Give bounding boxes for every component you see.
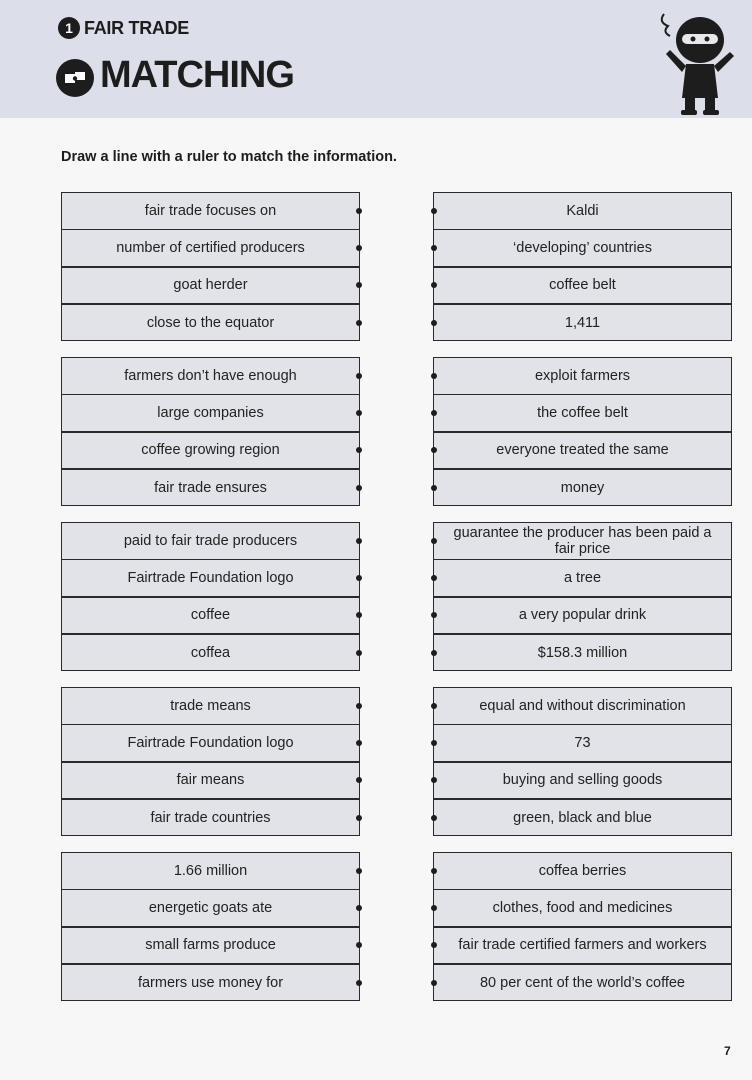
- match-item-label: coffee growing region: [141, 442, 280, 459]
- match-item-label: green, black and blue: [513, 809, 652, 826]
- right-match-item[interactable]: [433, 229, 732, 267]
- right-match-item[interactable]: [433, 634, 732, 672]
- connector-dot[interactable]: [356, 703, 362, 709]
- connector-dot[interactable]: [431, 373, 437, 379]
- left-match-item[interactable]: [61, 267, 360, 305]
- left-match-item[interactable]: [61, 192, 360, 230]
- connector-dot[interactable]: [431, 905, 437, 911]
- left-column-group-2: [61, 357, 360, 506]
- connector-dot[interactable]: [356, 815, 362, 821]
- left-match-item[interactable]: [61, 597, 360, 635]
- match-item-label: 1,411: [564, 314, 601, 331]
- connector-dot[interactable]: [356, 905, 362, 911]
- match-item-label: 80 per cent of the world’s coffee: [479, 974, 685, 991]
- right-column-group-2: [433, 357, 732, 506]
- right-match-item[interactable]: [433, 469, 732, 507]
- connector-dot[interactable]: [356, 245, 362, 251]
- right-match-item[interactable]: [433, 267, 732, 305]
- match-item-label: 73: [574, 735, 591, 752]
- connector-dot[interactable]: [356, 650, 362, 656]
- match-item-label: money: [560, 479, 605, 496]
- match-item-label: fair trade focuses on: [144, 202, 277, 219]
- connector-dot[interactable]: [356, 410, 362, 416]
- connector-dot[interactable]: [356, 538, 362, 544]
- connector-dot[interactable]: [356, 612, 362, 618]
- right-match-item[interactable]: [433, 889, 732, 927]
- left-match-item[interactable]: [61, 799, 360, 837]
- right-match-item[interactable]: [433, 724, 732, 762]
- page-number: 7: [724, 1044, 731, 1058]
- right-match-item[interactable]: [433, 964, 732, 1002]
- connector-dot[interactable]: [356, 282, 362, 288]
- match-item-label: clothes, food and medicines: [492, 900, 673, 917]
- match-item-label: paid to fair trade producers: [123, 532, 298, 549]
- left-match-item[interactable]: [61, 852, 360, 890]
- right-column-group-3: [433, 522, 732, 671]
- right-match-item[interactable]: [433, 432, 732, 470]
- connector-dot[interactable]: [356, 485, 362, 491]
- connector-dot[interactable]: [356, 868, 362, 874]
- match-item-label: guarantee the producer has been paid a fair price: [453, 524, 712, 557]
- right-match-item[interactable]: [433, 304, 732, 342]
- right-match-item[interactable]: [433, 799, 732, 837]
- connector-dot[interactable]: [356, 208, 362, 214]
- left-match-item[interactable]: [61, 432, 360, 470]
- right-match-item[interactable]: [433, 394, 732, 432]
- right-column-group-1: [433, 192, 732, 341]
- match-item-label: coffee belt: [549, 277, 616, 294]
- right-match-item[interactable]: [433, 597, 732, 635]
- connector-dot[interactable]: [431, 410, 437, 416]
- match-item-label: farmers don’t have enough: [124, 367, 297, 384]
- match-item-label: coffea: [190, 644, 231, 661]
- left-match-item[interactable]: [61, 634, 360, 672]
- right-match-item[interactable]: [433, 852, 732, 890]
- connector-dot[interactable]: [431, 447, 437, 453]
- puzzle-icon: [56, 59, 94, 97]
- match-item-label: equal and without discrimination: [479, 697, 686, 714]
- left-match-item[interactable]: [61, 522, 360, 560]
- left-match-item[interactable]: [61, 927, 360, 965]
- match-item-label: buying and selling goods: [502, 772, 663, 789]
- connector-dot[interactable]: [431, 868, 437, 874]
- right-match-item[interactable]: [433, 927, 732, 965]
- connector-dot[interactable]: [356, 740, 362, 746]
- match-item-label: farmers use money for: [137, 974, 284, 991]
- match-item-label: Kaldi: [566, 202, 599, 219]
- right-match-item[interactable]: [433, 192, 732, 230]
- left-column-group-1: [61, 192, 360, 341]
- connector-dot[interactable]: [431, 980, 437, 986]
- left-match-item[interactable]: [61, 559, 360, 597]
- connector-dot[interactable]: [356, 942, 362, 948]
- right-match-item[interactable]: [433, 762, 732, 800]
- match-item-label: large companies: [157, 405, 264, 422]
- left-match-item[interactable]: [61, 687, 360, 725]
- right-match-item[interactable]: [433, 357, 732, 395]
- match-item-label: a very popular drink: [518, 607, 647, 624]
- left-match-item[interactable]: [61, 304, 360, 342]
- match-item-label: number of certified producers: [116, 240, 305, 257]
- ninja-mascot-icon: [650, 8, 740, 123]
- left-column-group-5: [61, 852, 360, 1001]
- match-item-label: Fairtrade Foundation logo: [127, 735, 294, 752]
- left-match-item[interactable]: [61, 394, 360, 432]
- activity-title: MATCHING: [100, 54, 294, 96]
- left-column-group-3: [61, 522, 360, 671]
- connector-dot[interactable]: [431, 538, 437, 544]
- connector-dot[interactable]: [431, 245, 437, 251]
- match-item-label: close to the equator: [146, 314, 275, 331]
- match-item-label: ‘developing’ countries: [513, 240, 652, 257]
- left-match-item[interactable]: [61, 889, 360, 927]
- match-item-label: fair means: [176, 772, 245, 789]
- match-item-label: trade means: [170, 697, 251, 714]
- right-match-item[interactable]: [433, 559, 732, 597]
- connector-dot[interactable]: [431, 320, 437, 326]
- left-match-item[interactable]: [61, 469, 360, 507]
- left-match-item[interactable]: [61, 229, 360, 267]
- match-item-label: $158.3 million: [537, 644, 628, 661]
- left-match-item[interactable]: [61, 964, 360, 1002]
- match-item-label: everyone treated the same: [496, 442, 669, 459]
- connector-dot[interactable]: [356, 447, 362, 453]
- connector-dot[interactable]: [431, 815, 437, 821]
- match-item-label: the coffee belt: [537, 405, 628, 422]
- connector-dot[interactable]: [431, 703, 437, 709]
- connector-dot[interactable]: [356, 373, 362, 379]
- left-match-item[interactable]: [61, 357, 360, 395]
- right-column-group-5: [433, 852, 732, 1001]
- match-item-label: fair trade countries: [150, 809, 271, 826]
- connector-dot[interactable]: [431, 942, 437, 948]
- section-title: FAIR TRADE: [84, 18, 190, 38]
- section-number-badge: 1: [58, 17, 80, 39]
- left-match-item[interactable]: [61, 724, 360, 762]
- right-match-item[interactable]: [433, 522, 732, 560]
- match-item-label: coffea berries: [538, 862, 627, 879]
- instruction-text: Draw a line with a ruler to match the information.: [61, 149, 397, 165]
- connector-dot[interactable]: [431, 650, 437, 656]
- match-item-label: small farms produce: [145, 937, 276, 954]
- match-item-label: a tree: [563, 570, 602, 587]
- connector-dot[interactable]: [431, 282, 437, 288]
- connector-dot[interactable]: [356, 320, 362, 326]
- connector-dot[interactable]: [431, 612, 437, 618]
- page-header: [0, 0, 752, 118]
- connector-dot[interactable]: [431, 575, 437, 581]
- connector-dot[interactable]: [356, 575, 362, 581]
- match-item-label: coffee: [190, 607, 231, 624]
- connector-dot[interactable]: [431, 777, 437, 783]
- match-item-label: Fairtrade Foundation logo: [127, 570, 294, 587]
- right-match-item[interactable]: [433, 687, 732, 725]
- left-match-item[interactable]: [61, 762, 360, 800]
- connector-dot[interactable]: [356, 980, 362, 986]
- right-column-group-4: [433, 687, 732, 836]
- match-item-label: exploit farmers: [534, 367, 631, 384]
- connector-dot[interactable]: [431, 208, 437, 214]
- match-item-label: energetic goats ate: [148, 900, 273, 917]
- connector-dot[interactable]: [431, 740, 437, 746]
- connector-dot[interactable]: [431, 485, 437, 491]
- match-item-label: fair trade ensures: [154, 479, 267, 496]
- match-item-label: fair trade certified farmers and workers: [458, 937, 707, 954]
- match-item-label: goat herder: [173, 277, 248, 294]
- connector-dot[interactable]: [356, 777, 362, 783]
- left-column-group-4: [61, 687, 360, 836]
- match-item-label: 1.66 million: [173, 862, 248, 879]
